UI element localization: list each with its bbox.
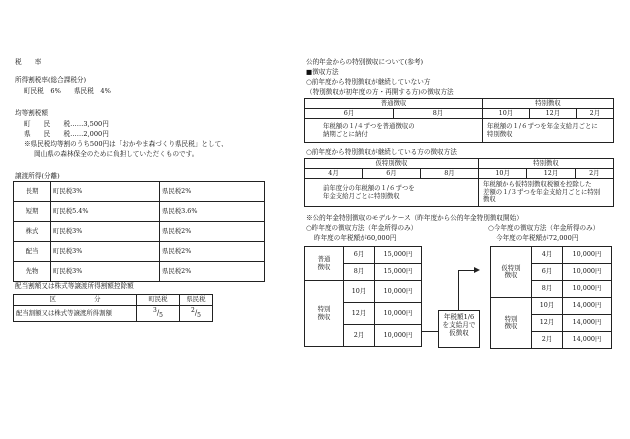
month-row	[305, 109, 614, 119]
table-row	[305, 247, 422, 264]
month-cell: 6月	[362, 169, 420, 179]
note-line-2: 岡山県の森林保全のために負担していただくものです。	[34, 150, 199, 158]
text-line: 年税額の１/４ずつを普通徴収の	[323, 122, 415, 131]
special-collection-label: 特別 徴収	[305, 281, 344, 347]
table-row	[14, 182, 265, 202]
pref-rate: 県民税3.6%	[160, 202, 265, 222]
case1-subtitle: （特別徴収が初年度の方・再開する方)の徴収方法	[306, 88, 454, 96]
month-cell: 8月	[532, 281, 563, 298]
per-capita-heading: 均等割税額	[15, 109, 48, 117]
town-numerator: 3	[152, 307, 157, 315]
case2-provisional-description	[305, 179, 479, 207]
dividend-table	[13, 294, 213, 322]
note-line-1: ※県民税均等割のうち500円は「おかやま森づくり県民税」として、	[24, 140, 228, 148]
table-header-row	[305, 159, 614, 169]
special-collection-header: 特別徴収	[478, 159, 613, 169]
text-line: 差額の１/３ずつを年金支給月ごとに特別	[482, 187, 601, 196]
town-rate: 町民税3%	[51, 182, 160, 202]
rate-title: 税 率	[15, 58, 42, 66]
text-line: 年税額の１/６ずつを年金支給月ごとに	[486, 122, 598, 131]
dividend-label: 配当割額又は株式等譲渡所得割額	[14, 306, 137, 322]
row-label: 配当	[14, 242, 51, 262]
last-year-title: ○昨年度の徴収方法（年金所得のみ）	[306, 224, 418, 232]
town-rate: 町民税5.4%	[51, 202, 160, 222]
arrow-head-icon	[474, 267, 480, 273]
normal-collection-header: 普通徴収	[305, 99, 483, 109]
special-collection-title: 公的年金からの特別徴収について(参考)	[306, 58, 424, 66]
this-year-title: ○今年度の徴収方法（年金所得のみ）	[488, 224, 600, 232]
month-cell: 10月	[482, 109, 529, 119]
table-header-row	[14, 295, 213, 306]
month-cell: 2月	[576, 109, 613, 119]
this-year-tax: 今年度の年税額が72,000円	[496, 234, 579, 242]
pref-fraction: $^2/_5$	[180, 306, 213, 322]
per-capita-town: 町 民 税……3,500円	[24, 120, 109, 128]
month-cell: 10月	[344, 281, 375, 303]
amount-cell: 14,000円	[563, 315, 612, 332]
table-header-row	[305, 99, 614, 109]
month-cell: 12月	[527, 169, 575, 179]
description-row	[305, 179, 614, 207]
pref-rate: 県民税2%	[160, 182, 265, 202]
month-cell: 12月	[532, 315, 563, 332]
table-row	[491, 298, 612, 315]
amount-cell: 10,000円	[375, 325, 422, 347]
income-rate-heading: 所得割税率(総合課税分)	[15, 76, 87, 84]
month-cell: 8月	[344, 264, 375, 281]
description-row	[305, 119, 614, 143]
provisional-collection-header: 仮特別徴収	[305, 159, 479, 169]
amount-cell: 15,000円	[375, 264, 422, 281]
amount-cell: 10,000円	[563, 247, 612, 264]
amount-cell: 10,000円	[375, 281, 422, 303]
text-line: 年税額から仮特別徴収税額を控除した	[482, 180, 592, 189]
connector-line	[458, 270, 459, 310]
special-collection-label: 特別 徴収	[491, 298, 532, 349]
text-line: 年税額1/6	[443, 313, 475, 321]
connector-line	[422, 331, 438, 332]
bridge-note	[438, 310, 480, 348]
text-line: 特別徴収	[486, 129, 513, 138]
text-line: 徴収	[482, 195, 496, 204]
row-label: 短期	[14, 202, 51, 222]
header-town: 町民税	[137, 295, 180, 306]
month-cell: 8月	[393, 109, 482, 119]
case2-special-description	[478, 179, 613, 207]
income-rate-values: 町民税 6% 県民税 4%	[24, 87, 111, 95]
this-year-table	[490, 246, 612, 349]
month-cell: 12月	[344, 303, 375, 325]
normal-collection-label: 普通 徴収	[305, 247, 344, 281]
month-cell: 6月	[305, 109, 394, 119]
case1-table	[304, 98, 614, 143]
month-cell: 6月	[344, 247, 375, 264]
amount-cell: 14,000円	[563, 298, 612, 315]
amount-cell: 15,000円	[375, 247, 422, 264]
text-line: 年金支給月ごとに特別徴収	[323, 191, 400, 200]
pref-denominator: 5	[197, 312, 201, 320]
header-category: 区 分	[14, 295, 137, 306]
town-rate: 町民税3%	[51, 222, 160, 242]
table-row	[14, 306, 213, 322]
amount-cell: 10,000円	[563, 281, 612, 298]
case1-normal-description	[305, 119, 483, 143]
pref-rate: 県民税2%	[160, 242, 265, 262]
case1-title: ○前年度から特別徴収が継続していない方	[306, 78, 431, 86]
text-line: 納期ごとに納付	[323, 129, 368, 138]
special-collection-header: 特別徴収	[482, 99, 613, 109]
month-cell: 8月	[420, 169, 478, 179]
month-cell: 2月	[575, 169, 613, 179]
month-cell: 2月	[344, 325, 375, 347]
table-row	[305, 281, 422, 303]
amount-cell: 10,000円	[563, 264, 612, 281]
provisional-collection-label: 仮特別 徴収	[491, 247, 532, 298]
last-year-table	[304, 246, 422, 347]
row-label: 先物	[14, 262, 51, 282]
case2-title: ○前年度から特別徴収が継続している方の徴収方法	[306, 148, 457, 156]
month-cell: 4月	[532, 247, 563, 264]
dividend-heading: 配当割額又は株式等譲渡所得割額控除額	[15, 282, 134, 290]
text-line: 仮徴収	[449, 329, 469, 337]
pref-rate: 県民税2%	[160, 222, 265, 242]
method-heading: ■徴収方法	[306, 68, 339, 76]
month-cell: 6月	[532, 264, 563, 281]
table-row	[14, 222, 265, 242]
town-rate: 町民税3%	[51, 242, 160, 262]
month-row	[305, 169, 614, 179]
pref-numerator: 2	[190, 307, 195, 315]
text-line: 前年度分の年税額の１/６ずつを	[323, 184, 415, 193]
header-pref: 県民税	[180, 295, 213, 306]
text-line: を支給月で	[442, 321, 476, 329]
separate-heading: 譲渡所得(分離)	[15, 172, 60, 180]
last-year-tax: 昨年度の年税額が60,000円	[314, 234, 397, 242]
table-row	[14, 262, 265, 282]
town-fraction: $^3/_5$	[137, 306, 180, 322]
per-capita-pref: 県 民 税……2,000円	[24, 130, 109, 138]
table-row	[14, 242, 265, 262]
amount-cell: 14,000円	[563, 332, 612, 349]
pref-rate: 県民税2%	[160, 262, 265, 282]
month-cell: 10月	[532, 298, 563, 315]
row-label: 長期	[14, 182, 51, 202]
case2-table	[304, 158, 614, 207]
row-label: 株式	[14, 222, 51, 242]
case1-special-description	[482, 119, 613, 143]
table-row	[491, 247, 612, 264]
town-rate: 町民税3%	[51, 262, 160, 282]
model-case-title: ※公的年金特別徴収のモデルケース（昨年度から公的年金特別徴収開始）	[306, 214, 523, 222]
amount-cell: 10,000円	[375, 303, 422, 325]
month-cell: 12月	[529, 109, 576, 119]
month-cell: 10月	[478, 169, 526, 179]
month-cell: 4月	[305, 169, 363, 179]
table-row	[14, 202, 265, 222]
town-denominator: 5	[159, 312, 163, 320]
month-cell: 2月	[532, 332, 563, 349]
separate-tax-table	[13, 181, 265, 282]
